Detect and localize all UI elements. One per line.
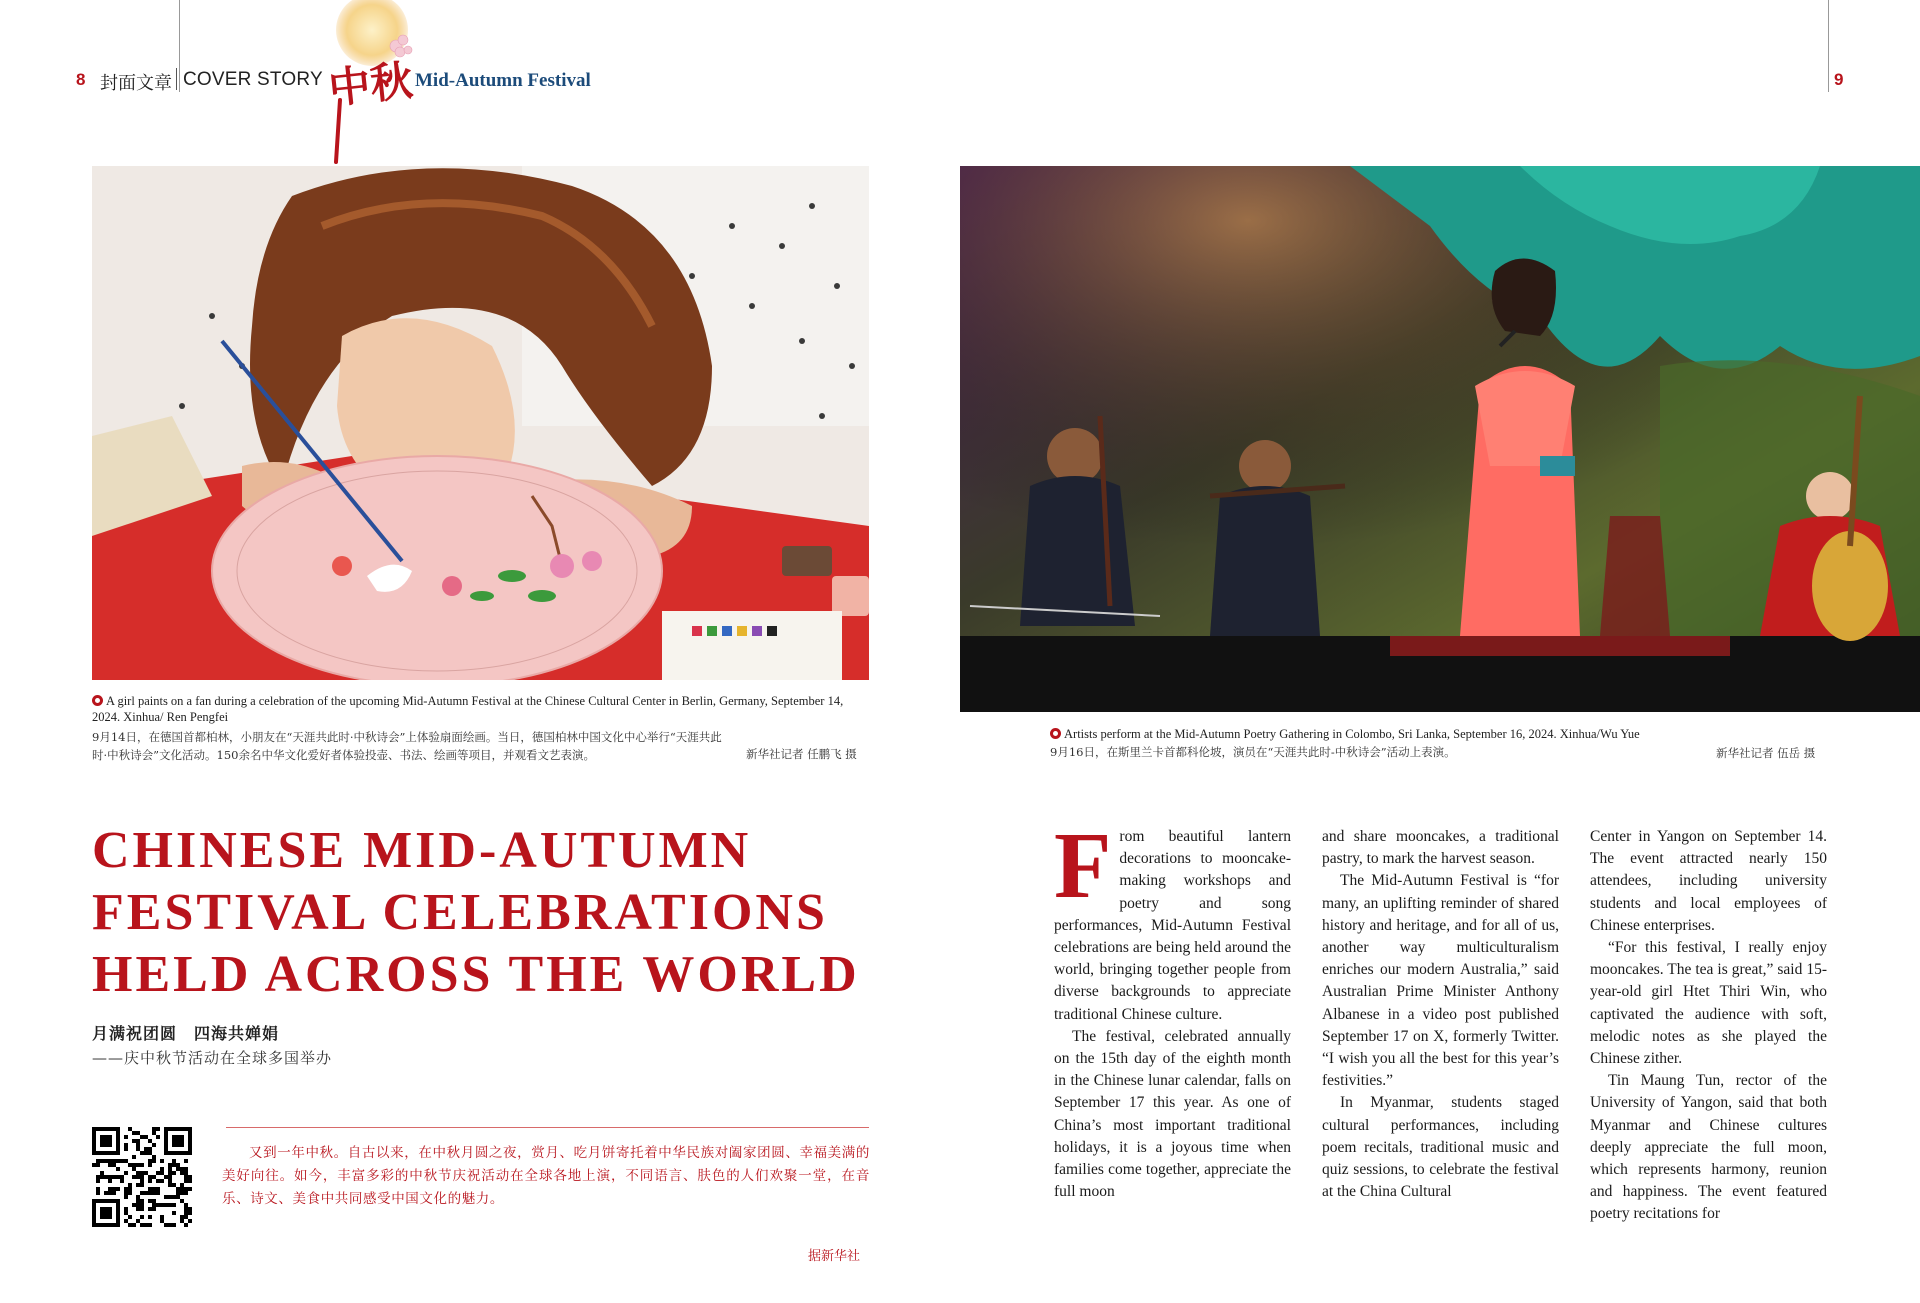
paragraph: Center in Yangon on September 14. The event attracted nearly 150 attendees, including university students and local employees of Chinese enterprises. (1590, 828, 1827, 934)
paragraph: rom beautiful lantern decorations to mooncake-making workshops and poetry and song performances, Mid-Autumn Festival celebrations are being held around the world, bringing together people from diverse backgrounds to appreciate traditional Chinese culture. (1054, 828, 1291, 1023)
photo-girl-painting-fan (92, 166, 869, 680)
header-rule-right (1828, 0, 1829, 92)
right-page-number: 9 (1834, 70, 1844, 89)
paragraph: “For this festival, I really enjoy mooncakes. The tea is great,” said 15-year-old girl Htet Thiri Win, who captivated the audience with soft, melodic notes as she played the Chinese zither. (1590, 939, 1827, 1068)
paragraph: The festival, celebrated annually on the 15th day of the eighth month in the Chinese lunar calendar, falls on September 17 this year. As one of China’s most important traditional holidays, it is a joyous time when families come together, appreciate the full moon (1054, 1027, 1291, 1201)
paragraph: Tin Maung Tun, rector of the University of Yangon, said that both Myanmar and Chinese cultures deeply appreciate the full moon, which represents harmony, reunion and happiness. The event featured poetry recitations for (1590, 1072, 1827, 1223)
headline-line-1: CHINESE MID-AUTUMN (92, 822, 752, 879)
headline-line-3: HELD ACROSS THE WORLD (92, 946, 860, 1003)
section-label-en: COVER STORY (183, 69, 323, 90)
section-divider (176, 68, 177, 90)
drop-cap: F (1054, 814, 1112, 918)
camera-icon (1050, 728, 1061, 739)
article-column-2 (1322, 826, 1559, 1203)
photo-left-caption-en: A girl paints on a fan during a celebration of the upcoming Mid-Autumn Festival at the Chinese Cultural Center in Berlin, Germany, September 14, 2024. Xinhua/ Ren Pengfei (92, 694, 844, 724)
paragraph: The Mid-Autumn Festival is “for many, an uplifting reminder of shared history and heritage, and for all of us, another way multiculturalism enriches our modern Australia,” said Australian Prime Minister Anthony Albanese in a video post published September 17 on X, formerly Twitter. “I wish you all the best for this year’s festivities.” (1322, 872, 1559, 1090)
intro-divider (226, 1127, 869, 1128)
headline-line-2: FESTIVAL CELEBRATIONS (92, 884, 828, 941)
photo-right-credit: 新华社记者 伍岳 摄 (1716, 746, 1816, 760)
photo-artists-performing (960, 166, 1920, 712)
section-title: Mid-Autumn Festival (415, 70, 591, 91)
intro-paragraph-cn: 又到一年中秋。自古以来，在中秋月圆之夜，赏月、吃月饼寄托着中华民族对阖家团圆、幸福美满的美好向往。如今，丰富多彩的中秋节庆祝活动在全球各地上演，不同语言、肤色的人们欢聚一堂，在音乐、诗文、美食中共同感受中国文化的魅力。 (222, 1145, 870, 1207)
article-column-3 (1590, 826, 1827, 1226)
left-page-number: 8 (76, 70, 86, 89)
paragraph: and share mooncakes, a traditional pastry, to mark the harvest season. (1322, 828, 1559, 868)
subtitle-cn-2: ——庆中秋节活动在全球多国举办 (92, 1049, 333, 1067)
article-column-1 (1054, 814, 1291, 1203)
qr-code[interactable] (92, 1127, 192, 1227)
article-headline (92, 820, 892, 1006)
camera-icon (92, 695, 103, 706)
mid-autumn-logo (300, 0, 420, 165)
photo-left-caption-cn: 9月14日，在德国首都柏林，小朋友在“天涯共此时·中秋诗会”上体验扇面绘画。当日，德国柏林中国文化中心举行“天涯共此时·中秋诗会”文化活动。150余名中华文化爱好者体验投壶、书法、绘画等项目，并观看文艺表演。 (92, 730, 722, 762)
paragraph: In Myanmar, students staged cultural performances, including poem recitals, traditional music and quiz sessions, to celebrate the festival at the China Cultural (1322, 1094, 1559, 1201)
section-label-cn: 封面文章 (100, 73, 172, 94)
photo-left-credit: 新华社记者 任鹏飞 摄 (746, 747, 857, 761)
subtitle-cn: 月满祝团圆 四海共婵娟 (92, 1024, 280, 1043)
intro-source: 据新华社 (808, 1249, 861, 1264)
photo-right-caption-en: Artists perform at the Mid-Autumn Poetry Gathering in Colombo, Sri Lanka, September 16, 2024. Xinhua/Wu Yue (1050, 726, 1870, 742)
photo-right-caption-cn: 9月16日，在斯里兰卡首都科伦坡，演员在“天涯共此时-中秋诗会”活动上表演。 (1050, 745, 1456, 759)
header-rule-left (179, 0, 180, 92)
logo-calligraphy: 中秋 (326, 55, 415, 114)
